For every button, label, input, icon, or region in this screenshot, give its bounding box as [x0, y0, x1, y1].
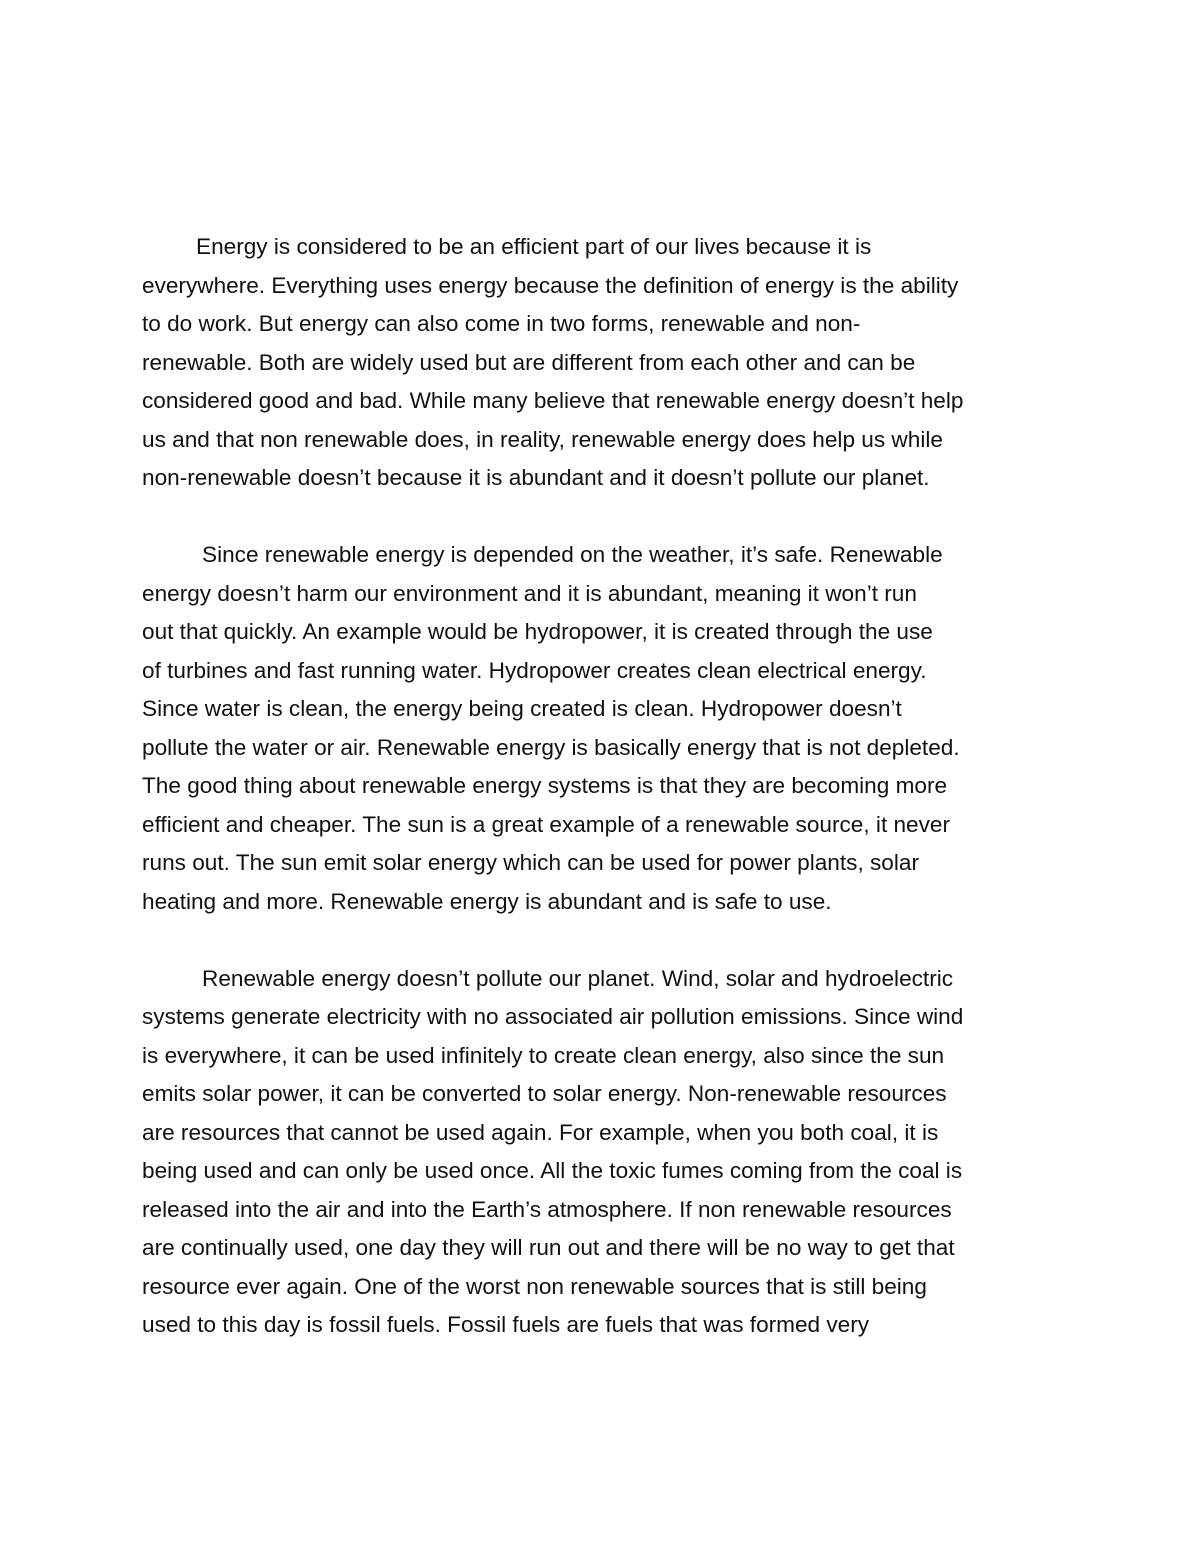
paragraph-line: considered good and bad. While many believe that renewable energy doesn’t help — [142, 388, 964, 413]
paragraph-line: out that quickly. An example would be hydropower, it is created through the use — [142, 619, 933, 644]
paragraph-line: Since renewable energy is depended on the weather, it’s safe. Renewable — [202, 542, 943, 567]
paragraph-line: everywhere. Everything uses energy because the definition of energy is the ability — [142, 272, 959, 298]
paragraph-spacer — [142, 921, 1062, 960]
paragraph-line: are continually used, one day they will run out and there will be no way to get that — [142, 1235, 955, 1260]
paragraph-line: The good thing about renewable energy systems is that they are becoming more — [142, 773, 948, 798]
paragraph-line: non-renewable doesn’t because it is abundant and it doesn’t pollute our planet. — [142, 465, 930, 490]
paragraph-line: runs out. The sun emit solar energy which can be used for power plants, solar — [142, 850, 919, 875]
paragraph-line: us and that non renewable does, in reality, renewable energy does help us while — [142, 426, 943, 452]
paragraph-line: are resources that cannot be used again. For example, when you both coal, it is — [142, 1119, 939, 1145]
paragraph-line: Energy is considered to be an efficient part of our lives because it is — [196, 234, 872, 259]
paragraph-line: used to this day is fossil fuels. Fossil fuels are fuels that was formed very — [142, 1312, 870, 1337]
paragraph-line: to do work. But energy can also come in two forms, renewable and non- — [142, 311, 861, 336]
paragraph-line: resource ever again. One of the worst non renewable sources that is still being — [142, 1273, 927, 1299]
paragraph-line: is everywhere, it can be used infinitely to create clean energy, also since the sun — [142, 1042, 945, 1068]
paragraph-2 — [142, 536, 1062, 921]
paragraph-line: heating and more. Renewable energy is abundant and is safe to use. — [142, 888, 832, 914]
paragraph-line: energy doesn’t harm our environment and it is abundant, meaning it won’t run — [142, 580, 917, 606]
paragraph-line: systems generate electricity with no associated air pollution emissions. Since wind — [142, 1004, 964, 1029]
paragraph-line: renewable. Both are widely used but are different from each other and can be — [142, 349, 916, 375]
paragraph-line: released into the air and into the Earth’s atmosphere. If non renewable resources — [142, 1196, 952, 1222]
paragraph-line: Since water is clean, the energy being created is clean. Hydropower doesn’t — [142, 696, 902, 721]
paragraph-line: being used and can only be used once. All the toxic fumes coming from the coal is — [142, 1158, 963, 1183]
paragraph-1 — [142, 228, 1062, 498]
paragraph-line: pollute the water or air. Renewable energy is basically energy that is not depleted. — [142, 734, 960, 760]
document-body — [142, 228, 1062, 1345]
paragraph-3 — [142, 960, 1062, 1345]
paragraph-line: Renewable energy doesn’t pollute our planet. Wind, solar and hydroelectric — [202, 965, 954, 991]
paragraph-line: of turbines and fast running water. Hydropower creates clean electrical energy. — [142, 657, 927, 683]
paragraph-spacer — [142, 498, 1062, 537]
paragraph-line: emits solar power, it can be converted to solar energy. Non-renewable resources — [142, 1081, 947, 1106]
paragraph-line: efficient and cheaper. The sun is a great example of a renewable source, it never — [142, 811, 951, 837]
